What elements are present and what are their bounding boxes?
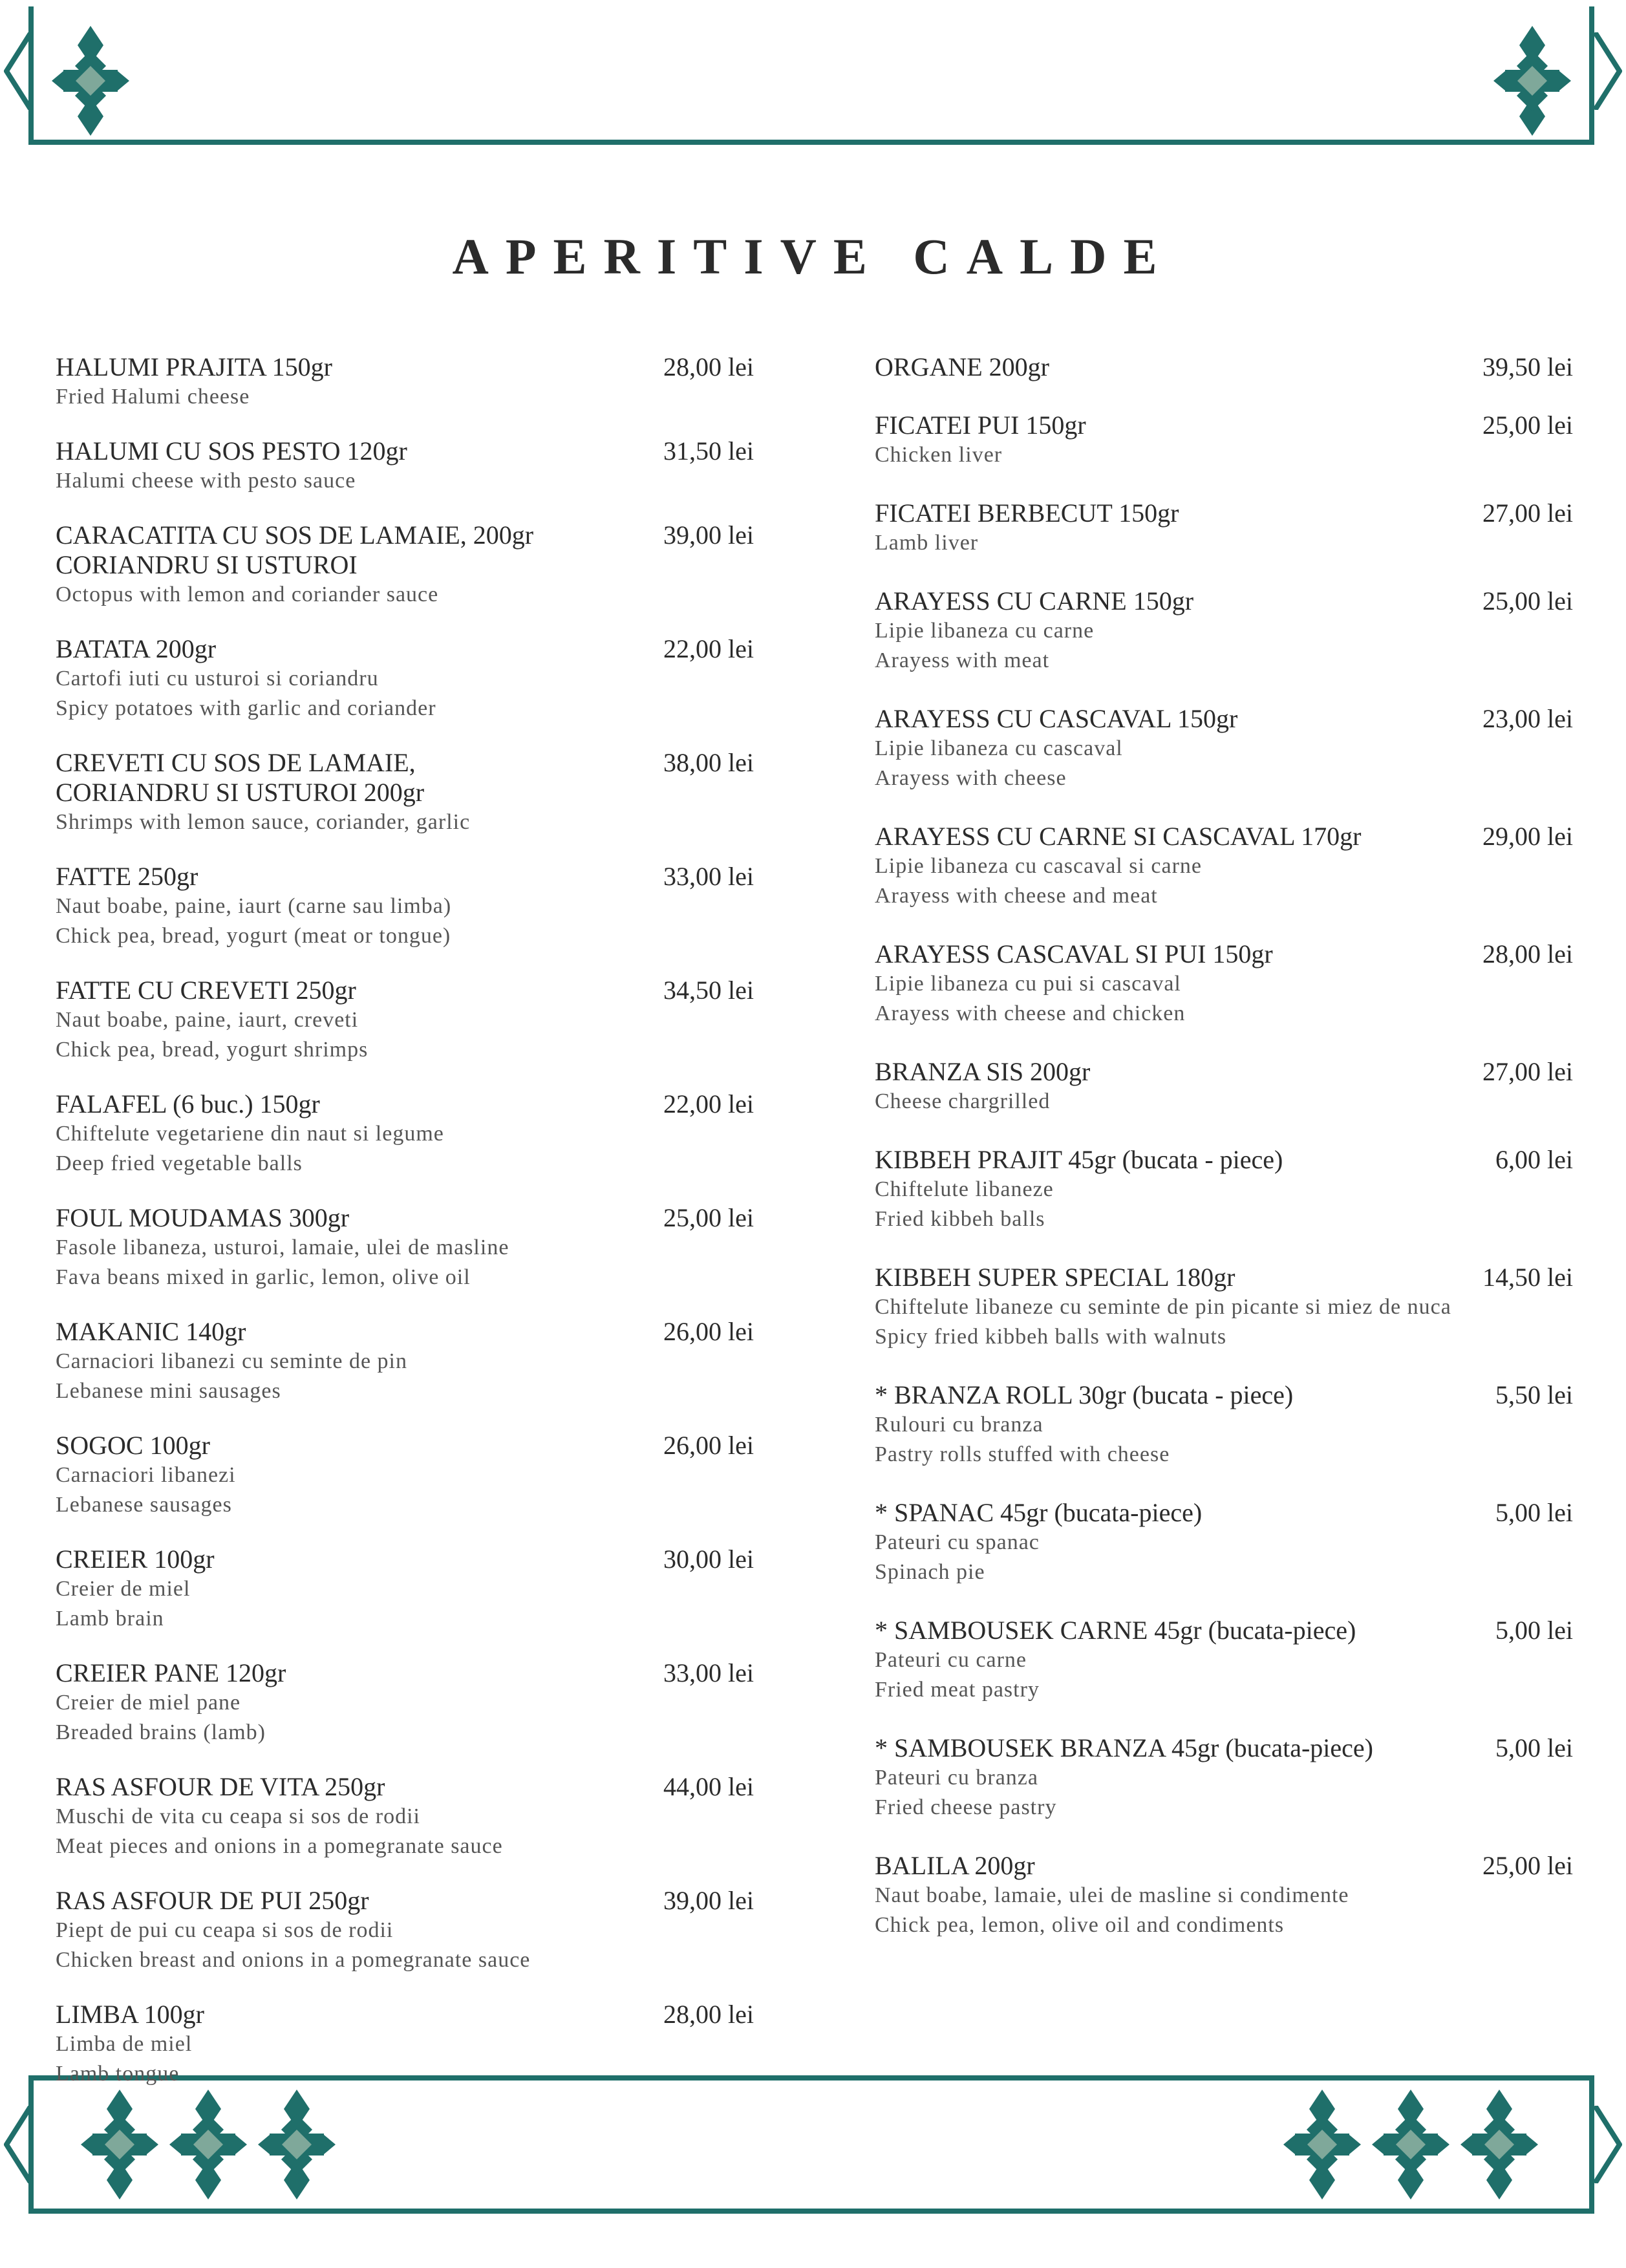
menu-item-price: 5,00 lei [1495,1616,1573,1645]
menu-item-price: 27,00 lei [1482,498,1573,528]
menu-item-description: Rulouri cu branza [875,1413,1043,1437]
menu-item [56,976,754,1065]
menu-item-price: 28,00 lei [663,2000,754,2029]
menu-item-price: 30,00 lei [663,1545,754,1574]
menu-item-description: Meat pieces and onions in a pomegranate sauce [56,1834,503,1858]
menu-item-name: BALILA 200gr [875,1851,1035,1880]
menu-item-name: BATATA 200gr [56,634,217,663]
menu-item-name: KIBBEH SUPER SPECIAL 180gr [875,1263,1236,1292]
menu-item-description: Creier de miel [56,1577,191,1601]
menu-item-description: Deep fried vegetable balls [56,1151,303,1175]
menu-item-price: 33,00 lei [663,1658,754,1687]
menu-item-description: Cheese chargrilled [875,1089,1051,1113]
menu-item-price: 25,00 lei [663,1203,754,1232]
menu-item-description: Piept de pui cu ceapa si sos de rodii [56,1918,394,1942]
menu-item-description: Lamb tongue [56,2062,180,2086]
menu-item-price: 25,00 lei [1482,1851,1573,1880]
menu-item-description: Muschi de vita cu ceapa si sos de rodii [56,1804,420,1828]
ornament-bottom-right-1 [1283,2090,1361,2199]
menu-item [875,586,1573,676]
menu-item [875,411,1573,470]
menu-item-name: CREVETI CU SOS DE LAMAIE, [56,748,416,777]
menu-item [56,436,754,496]
menu-item-name-line2: CORIANDRU SI USTUROI 200gr [56,778,425,807]
menu-item-description: Fried meat pastry [875,1678,1040,1702]
menu-item-description: Limba de miel [56,2032,193,2056]
menu-item-price: 22,00 lei [663,1089,754,1118]
ornament-bottom-right-2 [1372,2090,1449,2199]
menu-item-price: 5,00 lei [1495,1733,1573,1762]
menu-item-name: FICATEI BERBECUT 150gr [875,498,1179,528]
menu-item-name: CREIER 100gr [56,1545,215,1574]
menu-item-name: FICATEI PUI 150gr [875,411,1086,440]
menu-item-description: Chick pea, bread, yogurt shrimps [56,1038,369,1062]
left-notch-top [4,32,32,110]
menu-item-price: 22,00 lei [663,634,754,663]
menu-item [875,939,1573,1029]
menu-item [56,1203,754,1292]
menu-item [875,498,1573,558]
menu-item-description: Creier de miel pane [56,1691,241,1715]
menu-item [56,1545,754,1634]
menu-item [56,748,754,837]
menu-item-description: Arayess with cheese [875,766,1067,790]
menu-item-description: Naut boabe, lamaie, ulei de masline si condimente [875,1883,1349,1907]
menu-item-description: Arayess with meat [875,648,1050,672]
menu-item [875,1263,1573,1352]
right-notch-bottom [1594,2106,1622,2183]
menu-item-name: ORGANE 200gr [875,352,1049,381]
menu-item-price: 39,00 lei [663,520,754,550]
menu-item-price: 28,00 lei [1482,939,1573,968]
menu-item-description: Octopus with lemon and coriander sauce [56,583,439,606]
left-notch-bottom [4,2106,32,2183]
menu-item-description: Chick pea, bread, yogurt (meat or tongue) [56,924,451,948]
menu-item-name: ARAYESS CASCAVAL SI PUI 150gr [875,939,1273,968]
menu-item-name: FOUL MOUDAMAS 300gr [56,1203,350,1232]
menu-item-description: Lipie libaneza cu carne [875,619,1095,643]
menu-item [875,1851,1573,1940]
page-title: APERITIVE CALDE [452,228,1174,285]
menu-item-description: Chicken breast and onions in a pomegranate sauce [56,1948,531,1972]
menu-item-description: Lebanese sausages [56,1493,232,1517]
menu-item-price: 38,00 lei [663,748,754,777]
menu-item-name: FALAFEL (6 buc.) 150gr [56,1089,320,1118]
menu-item-description: Lebanese mini sausages [56,1379,281,1403]
menu-item-description: Spicy potatoes with garlic and coriander [56,696,436,720]
ornament-bottom-right-3 [1460,2090,1538,2199]
menu-item-description: Pateuri cu spanac [875,1530,1040,1554]
menu-item [56,1431,754,1520]
menu-item-description: Lipie libaneza cu cascaval si carne [875,854,1203,878]
menu-item-name: KIBBEH PRAJIT 45gr (bucata - piece) [875,1145,1283,1174]
menu-item-description: Fava beans mixed in garlic, lemon, olive oil [56,1265,471,1289]
menu-item [875,1616,1573,1705]
menu-item [56,1772,754,1861]
menu-item-name: HALUMI CU SOS PESTO 120gr [56,436,407,465]
menu-item [56,520,754,610]
menu-item-name: CREIER PANE 120gr [56,1658,286,1687]
menu-item-price: 25,00 lei [1482,411,1573,440]
menu-item-name: * SPANAC 45gr (bucata-piece) [875,1498,1203,1527]
menu-item-price: 25,00 lei [1482,586,1573,615]
top-decorative-frame [28,6,1594,145]
menu-item-description: Halumi cheese with pesto sauce [56,469,356,493]
menu-item-description: Fried cheese pastry [875,1795,1057,1819]
menu-item-name: MAKANIC 140gr [56,1317,246,1346]
menu-item-description: Arayess with cheese and chicken [875,1001,1186,1025]
menu-item [875,1498,1573,1587]
menu-item-description: Pateuri cu carne [875,1648,1027,1672]
menu-item-description: Chiftelute libaneze cu seminte de pin picante si miez de nuca [875,1295,1451,1319]
menu-item [56,2000,754,2089]
menu-item-name: RAS ASFOUR DE PUI 250gr [56,1886,369,1915]
menu-item-price: 5,00 lei [1495,1498,1573,1527]
menu-item-name: * BRANZA ROLL 30gr (bucata - piece) [875,1380,1294,1409]
menu-item-description: Fried Halumi cheese [56,385,250,409]
menu-item-name: SOGOC 100gr [56,1431,210,1460]
menu-item [56,1658,754,1748]
menu-item [875,1733,1573,1823]
menu-item [56,1089,754,1179]
menu-item-description: Arayess with cheese and meat [875,884,1158,908]
menu-item-price: 31,50 lei [663,436,754,465]
menu-item-description: Pateuri cu branza [875,1766,1038,1790]
menu-item-name: FATTE 250gr [56,862,198,891]
menu-item-price: 26,00 lei [663,1317,754,1346]
menu-item-price: 6,00 lei [1495,1145,1573,1174]
menu-item-description: Fried kibbeh balls [875,1207,1045,1231]
menu-item-price: 44,00 lei [663,1772,754,1801]
menu-item-price: 23,00 lei [1482,704,1573,733]
menu-item-description: Naut boabe, paine, iaurt, creveti [56,1008,359,1032]
menu-item-price: 39,50 lei [1482,352,1573,381]
menu-item-description: Breaded brains (lamb) [56,1720,266,1744]
menu-item-name: * SAMBOUSEK BRANZA 45gr (bucata-piece) [875,1733,1373,1762]
menu-item-name: ARAYESS CU CARNE 150gr [875,586,1194,615]
menu-item-description: Lipie libaneza cu cascaval [875,736,1123,760]
menu-item-name: ARAYESS CU CARNE SI CASCAVAL 170gr [875,822,1362,851]
menu-item-name: FATTE CU CREVETI 250gr [56,976,356,1005]
menu-item-price: 33,00 lei [663,862,754,891]
menu-item [56,352,754,412]
menu-item [56,634,754,723]
menu-item-description: Carnaciori libanezi cu seminte de pin [56,1349,407,1373]
menu-item [875,822,1573,911]
menu-item [56,862,754,951]
menu-item-description: Spicy fried kibbeh balls with walnuts [875,1325,1227,1349]
menu-item-description: Lamb liver [875,531,979,555]
menu-item-description: Shrimps with lemon sauce, coriander, garlic [56,810,471,834]
menu-item-description: Cartofi iuti cu usturoi si coriandru [56,667,379,690]
menu-item [875,1057,1573,1117]
menu-item-name-line2: CORIANDRU SI USTUROI [56,550,358,579]
menu-item-description: Fasole libaneza, usturoi, lamaie, ulei de masline [56,1236,509,1259]
menu-item-description: Carnaciori libanezi [56,1463,236,1487]
menu-item-description: Pastry rolls stuffed with cheese [875,1442,1170,1466]
menu-item-price: 5,50 lei [1495,1380,1573,1409]
menu-item-price: 27,00 lei [1482,1057,1573,1086]
menu-item-price: 39,00 lei [663,1886,754,1915]
menu-item-price: 14,50 lei [1482,1263,1573,1292]
menu-item [875,1145,1573,1234]
ornament-top-right [1493,26,1571,136]
menu-item [875,1380,1573,1470]
menu-item-price: 26,00 lei [663,1431,754,1460]
menu-item-description: Lipie libaneza cu pui si cascaval [875,972,1181,996]
menu-item-description: Chick pea, lemon, olive oil and condiments [875,1913,1285,1937]
ornament-top-left [52,26,129,136]
menu-item [56,1886,754,1975]
right-notch-top [1594,32,1622,110]
menu-item [875,352,1573,382]
menu-item-description: Chicken liver [875,443,1003,467]
menu-item-price: 28,00 lei [663,352,754,381]
menu-item-description: Lamb brain [56,1607,164,1631]
menu-item-name: ARAYESS CU CASCAVAL 150gr [875,704,1238,733]
left-menu-column [56,352,754,2113]
menu-item-price: 29,00 lei [1482,822,1573,851]
right-menu-column [875,352,1573,1969]
menu-item-description: Naut boabe, paine, iaurt (carne sau limba) [56,894,452,918]
menu-item-description: Chiftelute vegetariene din naut si legume [56,1122,444,1146]
menu-item-name: LIMBA 100gr [56,2000,204,2029]
menu-item-name: BRANZA SIS 200gr [875,1057,1091,1086]
menu-item-name: CARACATITA CU SOS DE LAMAIE, 200gr [56,520,534,550]
menu-item-name: HALUMI PRAJITA 150gr [56,352,332,381]
menu-item-name: RAS ASFOUR DE VITA 250gr [56,1772,385,1801]
menu-item-description: Spinach pie [875,1560,985,1584]
menu-item [875,704,1573,793]
menu-item-description: Chiftelute libaneze [875,1177,1054,1201]
menu-item-name: * SAMBOUSEK CARNE 45gr (bucata-piece) [875,1616,1356,1645]
menu-item-price: 34,50 lei [663,976,754,1005]
menu-item [56,1317,754,1406]
